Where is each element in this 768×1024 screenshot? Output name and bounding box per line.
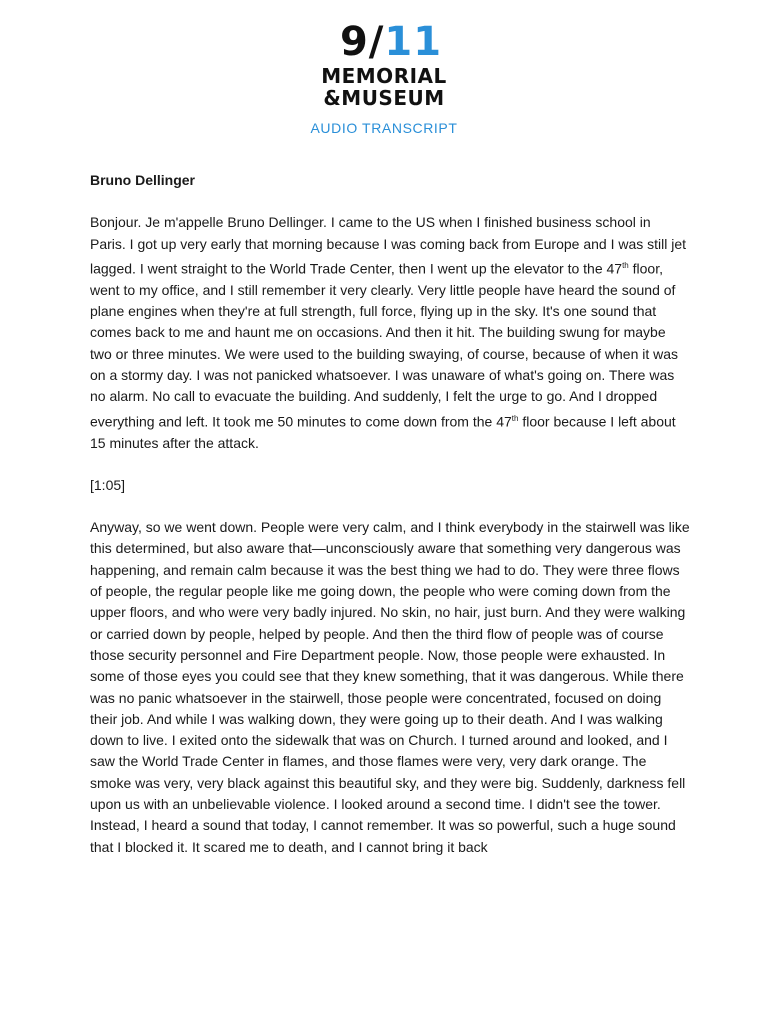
paragraph-1-text-c: floor because I left about 15 minutes after the attack. [90,413,676,451]
paragraph-1-text-a: Bonjour. Je m'appelle Bruno Dellinger. I came to the US when I finished business school in Paris. I got up very early that morning because I was coming back from Europe and I was still jet lagged. I went straight to the World Trade Center, then I went up the elevator to the 47 [90,214,687,277]
logo-museum-text: &MUSEUM [323,86,445,110]
logo-9-11-mark [14,19,768,65]
ordinal-superscript: th [511,413,519,423]
timestamp: [1:05] [90,476,126,493]
transcript-paragraph-1 [90,212,690,454]
transcript-body [90,170,690,879]
transcript-paragraph-2: Anyway, so we went down. People were very calm, and I think everybody in the stairwell was like this determined, but also aware that—unconsciously aware that something very dangerous was happening, and remain calm because it was the best thing we had to do. They were three flows of people, the regular people like me going down, the people who were coming down from the upper floors, and who were very badly injured. No skin, no hair, just burn. And they were walking or carried down by people, helped by people. And then the third flow of people was of course those security personnel and Fire Department people. Now, those people were exhausted. In some of those eyes you could see that they knew something, that it was dangerous. While there was no panic whatsoever in the stairwell, those people were concentrated, focused on doing their job. And while I was walking down, they were going up to their death. And I was walking down to live. I exited onto the sidewalk that was on Church. I turned around and looked, and I saw the World Trade Center in flames, and those flames were very, very dark orange. The smoke was very, very black against this beautiful sky, and they were big. Suddenly, darkness fell upon us with an unbelievable violence. I looked around a second time. I didn't see the tower. Instead, I heard a sound that today, I cannot remember. It was so powerful, such a huge sound that I blocked it. It scared me to death, and I cannot bring it back [90,519,690,855]
ordinal-superscript: th [622,260,629,270]
document-subtitle: AUDIO TRANSCRIPT [310,120,458,136]
memorial-museum-logo [0,19,768,136]
speaker-name: Bruno Dellinger [90,172,196,188]
logo-number-right: 11 [384,19,443,65]
logo-memorial-text: MEMORIAL [321,64,447,88]
paragraph-1-text-b: floor, went to my office, and I still remember it very clearly. Very little people have heard the sound of plane engines when they're at full strength, full force, flying up in the sky. It's one sound that comes back to me and haunt me on occasions. And then it hit. The building swung for maybe two or three minutes. We were used to the building swaying, of course, because of when it was on a stormy day. I was not panicked whatsoever. I was unaware of what's going on. There was no alarm. No call to evacuate the building. And suddenly, I felt the urge to go. And I dropped everything and left. It took me 50 minutes to come down from the 47 [90,260,679,430]
logo-slash: / [368,19,385,65]
logo-number-left: 9 [339,19,369,65]
